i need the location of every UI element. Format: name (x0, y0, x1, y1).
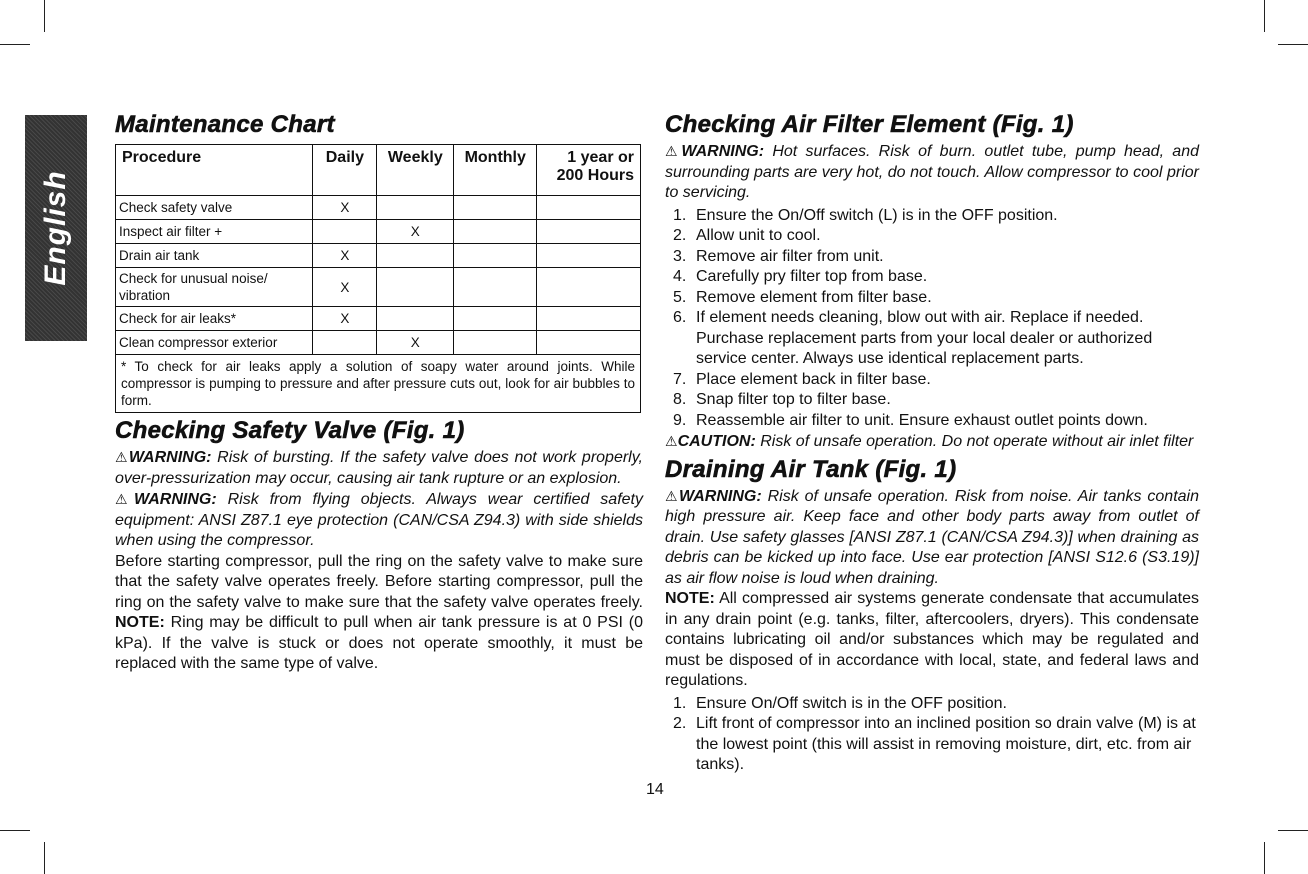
caution-label: CAUTION: (677, 433, 756, 450)
list-item (665, 308, 1199, 370)
warning-text: Hot surfaces. Risk of burn. outlet tube, pump head, and surrounding parts are very hot, do not touch. Allow compressor to cool prior to servicing. (665, 143, 1199, 201)
step-number: 1. (673, 206, 687, 224)
maintenance-chart-heading: Maintenance Chart (115, 111, 335, 138)
left-column (115, 108, 643, 675)
list-item (665, 370, 1199, 391)
monthly-cell (454, 244, 537, 268)
table-row (116, 220, 641, 244)
header-monthly: Monthly (454, 145, 537, 196)
daily-cell (313, 331, 377, 355)
warning-label: WARNING: (134, 491, 217, 508)
procedure-cell: Check for air leaks* (116, 307, 313, 331)
table-footnote: * To check for air leaks apply a solution of soapy water around joints. While compressor is pumping to pressure and after pressure cuts out, look for air bubbles to form. (116, 355, 641, 413)
header-procedure: Procedure (116, 145, 313, 196)
procedure-cell: Clean compressor exterior (116, 331, 313, 355)
crop-mark (0, 830, 30, 831)
warning-triangle-icon: ⚠ (665, 143, 682, 159)
instructions-text: Before starting compressor, pull the ring on the safety valve to make sure that the safety valve operates freely. Before starting compressor, pull the ring on the safety valve to make sure that the safety valve operates freely. (115, 552, 643, 611)
warning-label: WARNING: (679, 487, 762, 505)
warning-flying-objects (115, 489, 643, 552)
step-number: 4. (673, 268, 687, 285)
yearly-cell (537, 220, 641, 244)
condensate-note (665, 589, 1199, 692)
list-item (665, 694, 1199, 715)
yearly-cell (537, 331, 641, 355)
crop-mark (1278, 830, 1308, 831)
language-tab (25, 115, 87, 341)
step-text: Remove element from filter base. (696, 288, 932, 306)
step-text: Carefully pry filter top from base. (696, 268, 928, 285)
note-text: Ring may be difficult to pull when air tank pressure is at 0 PSI (0 kPa). If the valve is stuck or does not operate smoothly, it must be replaced with the same type of valve. (115, 614, 643, 672)
list-item (665, 288, 1199, 309)
warning-label: WARNING: (128, 449, 212, 466)
step-number: 2. (673, 227, 687, 244)
note-text: All compressed air systems generate condensate that accumulates in any drain point (e.g. tanks, filter, aftercoolers, dryers). This condensate contains lubricating oil and/or substances which may be regulated and must be disposed of in accordance with local, state, and federal laws and regulations. (665, 590, 1199, 689)
warning-text: Risk of bursting. If the safety valve does not work properly, over-pressurization may occur, causing air tank rupture or an explosion. (115, 449, 643, 487)
step-number: 2. (673, 715, 687, 732)
air-filter-heading: Checking Air Filter Element (Fig. 1) (665, 111, 1074, 138)
language-tab-label: English (39, 170, 72, 286)
procedure-cell: Check for unusual noise/ vibration (116, 268, 313, 307)
crop-mark (1278, 44, 1308, 45)
warning-text: Risk from flying objects. Always wear certified safety equipment: ANSI Z87.1 eye protection (CAN/CSA Z94.3) with side shields when using the compressor. (115, 491, 643, 549)
warning-triangle-icon: ⚠ (115, 449, 129, 465)
weekly-cell (377, 244, 454, 268)
procedure-cell: Check safety valve (116, 196, 313, 220)
list-item (665, 714, 1199, 776)
crop-mark (44, 0, 45, 32)
table-row (116, 331, 641, 355)
note-label: NOTE: (665, 590, 715, 607)
table-row (116, 307, 641, 331)
list-item (665, 267, 1199, 288)
step-number: 9. (673, 411, 687, 429)
list-item (665, 247, 1199, 268)
yearly-cell (537, 307, 641, 331)
caution-text: Risk of unsafe operation. Do not operate without air inlet filter (760, 433, 1194, 450)
warning-unsafe-operation-noise (665, 486, 1199, 590)
yearly-cell (537, 196, 641, 220)
procedure-cell: Inspect air filter + (116, 220, 313, 244)
warning-triangle-icon: ⚠ (665, 433, 678, 449)
procedure-cell: Drain air tank (116, 244, 313, 268)
monthly-cell (454, 331, 537, 355)
step-number: 3. (673, 247, 687, 265)
warning-hot-surfaces (665, 141, 1199, 204)
daily-cell (313, 220, 377, 244)
safety-valve-instructions (115, 552, 643, 675)
step-text: Ensure the On/Off switch (L) is in the OFF position. (696, 206, 1058, 224)
step-text: Place element back in filter base. (696, 370, 931, 388)
monthly-cell (454, 307, 537, 331)
table-footnote-row (116, 355, 641, 413)
step-number: 6. (673, 309, 687, 326)
weekly-cell: X (377, 331, 454, 355)
list-item (665, 411, 1199, 432)
header-yearly: 1 year or 200 Hours (537, 145, 641, 196)
warning-triangle-icon: ⚠ (665, 487, 680, 504)
weekly-cell (377, 268, 454, 307)
note-label: NOTE: (115, 614, 165, 631)
step-text: Allow unit to cool. (696, 227, 821, 244)
step-number: 7. (673, 370, 687, 388)
crop-mark (1264, 0, 1265, 32)
step-text: Remove air filter from unit. (696, 247, 884, 265)
daily-cell: X (313, 268, 377, 307)
warning-label: WARNING: (681, 143, 765, 160)
table-row (116, 244, 641, 268)
step-number: 8. (673, 391, 687, 408)
warning-triangle-icon: ⚠ (115, 491, 135, 507)
weekly-cell: X (377, 220, 454, 244)
yearly-cell (537, 268, 641, 307)
monthly-cell (454, 220, 537, 244)
drain-steps (665, 694, 1199, 776)
header-daily: Daily (313, 145, 377, 196)
step-number: 1. (673, 694, 687, 712)
warning-text: Risk of unsafe operation. Risk from noise. Air tanks contain high pressure air. Keep face and other body parts away from outlet of drain. Use safety glasses [ANSI Z87.1 (CAN/CSA Z94.3)] when draining as debris can be kicked up into face. Use ear protection [ANSI S12.6 (S3.19)] as air flow noise is loud when draining. (665, 487, 1199, 587)
daily-cell: X (313, 244, 377, 268)
step-text: If element needs cleaning, blow out with air. Replace if needed. Purchase replacement parts from your local dealer or authorized service center. Always use identical replacement parts. (696, 309, 1153, 367)
weekly-cell (377, 307, 454, 331)
step-text: Ensure On/Off switch is in the OFF position. (696, 694, 1007, 712)
yearly-cell (537, 244, 641, 268)
step-number: 5. (673, 288, 687, 306)
list-item (665, 226, 1199, 247)
air-filter-steps (665, 206, 1199, 432)
table-row (116, 268, 641, 307)
caution-unsafe-operation (665, 431, 1199, 453)
page-number: 14 (646, 781, 664, 798)
daily-cell: X (313, 196, 377, 220)
step-text: Lift front of compressor into an inclined position so drain valve (M) is at the lowest point (this will assist in removing moisture, dirt, etc. from air tanks). (696, 715, 1196, 773)
list-item (665, 390, 1199, 411)
monthly-cell (454, 196, 537, 220)
table-row (116, 196, 641, 220)
header-weekly: Weekly (377, 145, 454, 196)
maintenance-table (115, 144, 641, 413)
step-text: Snap filter top to filter base. (696, 391, 891, 408)
weekly-cell (377, 196, 454, 220)
safety-valve-heading: Checking Safety Valve (Fig. 1) (115, 417, 465, 444)
table-header-row (116, 145, 641, 196)
daily-cell: X (313, 307, 377, 331)
monthly-cell (454, 268, 537, 307)
crop-mark (1264, 842, 1265, 874)
right-column (665, 108, 1199, 776)
draining-air-tank-heading: Draining Air Tank (Fig. 1) (665, 455, 957, 483)
crop-mark (44, 842, 45, 874)
list-item (665, 206, 1199, 227)
step-text: Reassemble air filter to unit. Ensure exhaust outlet points down. (696, 411, 1148, 429)
crop-mark (0, 44, 30, 45)
warning-bursting (115, 447, 643, 489)
